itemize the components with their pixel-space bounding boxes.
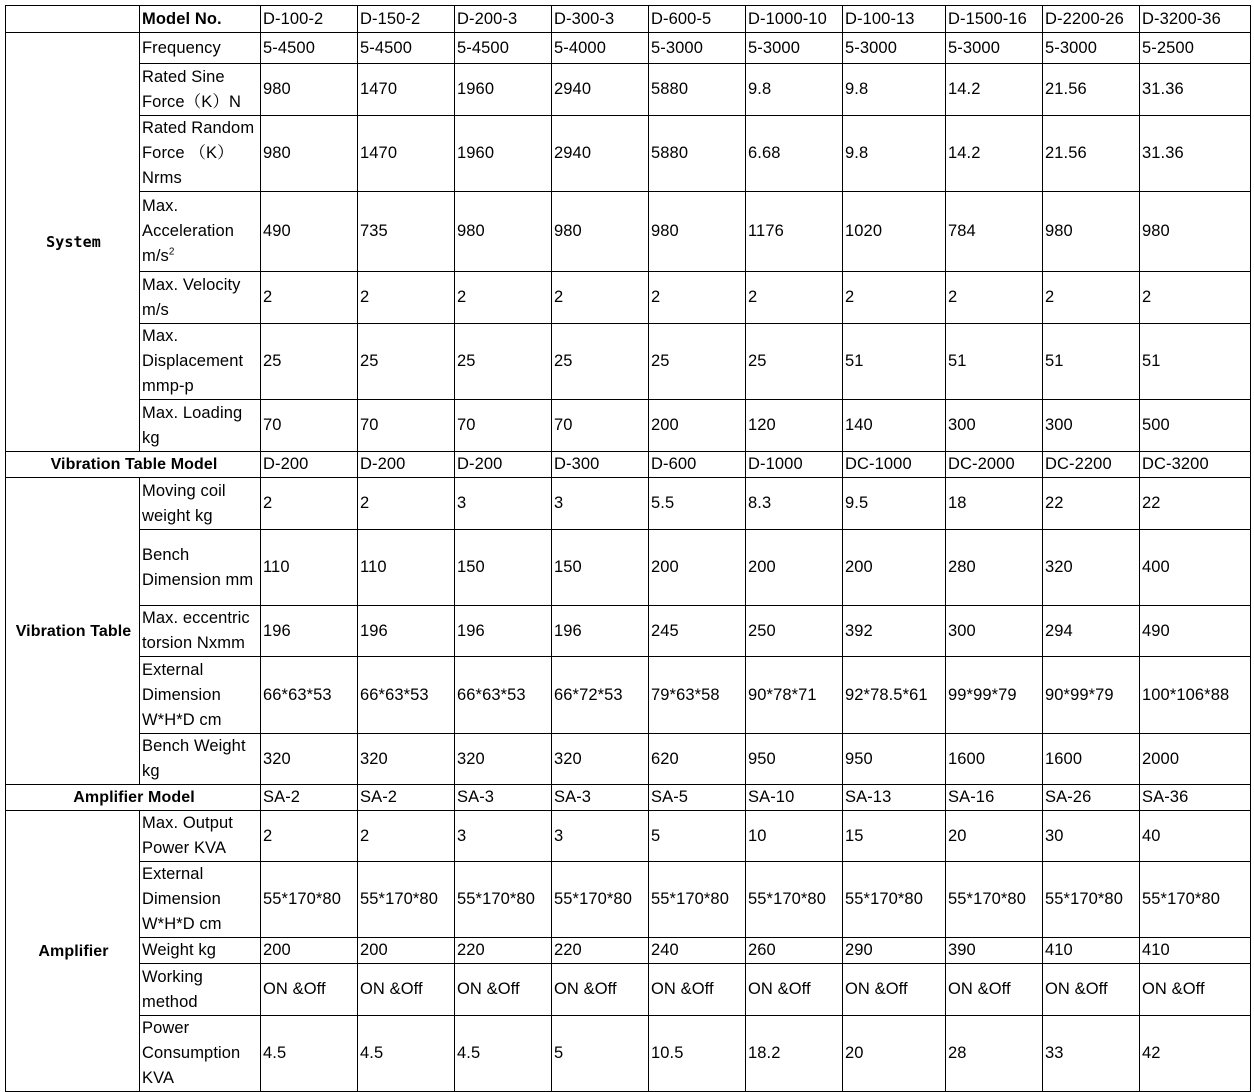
table-row — [6, 862, 1251, 938]
table-cell: 950 — [746, 734, 843, 785]
table-cell: 10.5 — [649, 1016, 746, 1092]
table-cell: 66*72*53 — [552, 657, 649, 734]
table-cell: 55*170*80 — [649, 862, 746, 938]
vibration-table-group-label: Vibration Table — [6, 478, 140, 785]
table-cell: DC-3200 — [1140, 452, 1251, 478]
table-cell: 784 — [946, 192, 1043, 272]
row-label: Max. eccentric torsion Nxmm — [140, 606, 261, 657]
table-cell: SA-3 — [455, 785, 552, 811]
table-cell: D-300 — [552, 452, 649, 478]
table-cell: 18.2 — [746, 1016, 843, 1092]
table-cell: DC-2000 — [946, 452, 1043, 478]
table-cell: 5880 — [649, 64, 746, 116]
row-label: External Dimension W*H*D cm — [140, 862, 261, 938]
table-cell: ON &Off — [358, 964, 455, 1016]
table-cell: 22 — [1140, 478, 1251, 530]
table-cell: 5-3000 — [1043, 33, 1140, 64]
table-cell: 2 — [552, 272, 649, 324]
amplifier-group-label: Amplifier — [6, 811, 140, 1092]
model-cell: D-1500-16 — [946, 6, 1043, 33]
table-cell: 10 — [746, 811, 843, 862]
table-cell: 15 — [843, 811, 946, 862]
row-label-text: Max. Acceleration m/s — [142, 197, 234, 265]
table-cell: 5-3000 — [746, 33, 843, 64]
table-cell: 70 — [552, 400, 649, 452]
table-cell: SA-13 — [843, 785, 946, 811]
row-label: Max. Output Power KVA — [140, 811, 261, 862]
table-cell: 280 — [946, 530, 1043, 606]
table-cell: 200 — [649, 400, 746, 452]
table-cell: 9.8 — [843, 64, 946, 116]
table-cell: 5-2500 — [1140, 33, 1251, 64]
table-row — [6, 1016, 1251, 1092]
table-cell: 9.8 — [843, 116, 946, 192]
table-cell: 196 — [358, 606, 455, 657]
table-cell: 300 — [946, 606, 1043, 657]
table-cell: 2 — [358, 478, 455, 530]
table-cell: ON &Off — [455, 964, 552, 1016]
table-cell: ON &Off — [746, 964, 843, 1016]
table-cell: ON &Off — [649, 964, 746, 1016]
table-cell: D-200 — [261, 452, 358, 478]
table-cell: 320 — [552, 734, 649, 785]
table-cell: 2 — [843, 272, 946, 324]
table-cell: 55*170*80 — [552, 862, 649, 938]
row-label: Working method — [140, 964, 261, 1016]
table-cell: 1470 — [358, 116, 455, 192]
table-cell: D-200 — [455, 452, 552, 478]
table-row — [6, 400, 1251, 452]
row-label: Bench Weight kg — [140, 734, 261, 785]
system-group-label: System — [6, 33, 140, 452]
table-cell: 66*63*53 — [358, 657, 455, 734]
table-cell: 5-4500 — [261, 33, 358, 64]
table-row — [6, 530, 1251, 606]
row-label: Rated Random Force （K） Nrms — [140, 116, 261, 192]
table-cell: 490 — [1140, 606, 1251, 657]
model-cell: D-2200-26 — [1043, 6, 1140, 33]
table-cell: 2 — [455, 272, 552, 324]
table-cell: 200 — [358, 938, 455, 964]
table-cell: D-1000 — [746, 452, 843, 478]
table-cell: 70 — [358, 400, 455, 452]
table-cell: 220 — [552, 938, 649, 964]
table-cell: 320 — [455, 734, 552, 785]
amplifier-model-label: Amplifier Model — [6, 785, 261, 811]
table-cell: 51 — [1140, 324, 1251, 400]
table-cell: 5880 — [649, 116, 746, 192]
table-cell: 9.5 — [843, 478, 946, 530]
table-cell: 300 — [1043, 400, 1140, 452]
table-cell: 14.2 — [946, 64, 1043, 116]
table-cell: 250 — [746, 606, 843, 657]
table-cell: 25 — [261, 324, 358, 400]
table-cell: 294 — [1043, 606, 1140, 657]
table-cell: 200 — [843, 530, 946, 606]
table-cell: 980 — [649, 192, 746, 272]
table-cell: 5-4500 — [358, 33, 455, 64]
row-label: Max. Velocity m/s — [140, 272, 261, 324]
table-cell: 92*78.5*61 — [843, 657, 946, 734]
table-cell: 25 — [552, 324, 649, 400]
row-label: Bench Dimension mm — [140, 530, 261, 606]
table-cell: 25 — [649, 324, 746, 400]
table-cell: ON &Off — [261, 964, 358, 1016]
table-cell: 70 — [455, 400, 552, 452]
table-cell: 2 — [261, 272, 358, 324]
table-cell: 390 — [946, 938, 1043, 964]
table-cell: 150 — [552, 530, 649, 606]
row-label: External Dimension W*H*D cm — [140, 657, 261, 734]
row-label: Weight kg — [140, 938, 261, 964]
table-cell: 2 — [358, 272, 455, 324]
table-cell: SA-26 — [1043, 785, 1140, 811]
table-row — [6, 324, 1251, 400]
table-cell: 290 — [843, 938, 946, 964]
table-cell: 25 — [746, 324, 843, 400]
table-cell: 2940 — [552, 116, 649, 192]
table-cell: 260 — [746, 938, 843, 964]
table-cell: 33 — [1043, 1016, 1140, 1092]
table-cell: 320 — [358, 734, 455, 785]
row-label: Frequency — [140, 33, 261, 64]
table-cell: 620 — [649, 734, 746, 785]
table-cell: 20 — [946, 811, 1043, 862]
row-label: Rated Sine Force（K）N — [140, 64, 261, 116]
table-cell: 980 — [261, 64, 358, 116]
table-cell: 2 — [261, 478, 358, 530]
table-cell: 110 — [358, 530, 455, 606]
table-cell: 40 — [1140, 811, 1251, 862]
table-cell: 90*78*71 — [746, 657, 843, 734]
table-cell: 980 — [261, 116, 358, 192]
table-cell: 4.5 — [358, 1016, 455, 1092]
table-row — [6, 33, 1251, 64]
table-cell: 8.3 — [746, 478, 843, 530]
table-cell: 200 — [261, 938, 358, 964]
model-cell: D-200-3 — [455, 6, 552, 33]
table-cell: 320 — [1043, 530, 1140, 606]
table-cell: 18 — [946, 478, 1043, 530]
table-cell: 55*170*80 — [1140, 862, 1251, 938]
table-cell: 55*170*80 — [455, 862, 552, 938]
table-cell: 196 — [552, 606, 649, 657]
model-cell: D-600-5 — [649, 6, 746, 33]
table-cell: ON &Off — [843, 964, 946, 1016]
table-row — [6, 116, 1251, 192]
table-cell: 500 — [1140, 400, 1251, 452]
table-cell: DC-2200 — [1043, 452, 1140, 478]
table-cell: 196 — [261, 606, 358, 657]
table-cell: 55*170*80 — [358, 862, 455, 938]
table-cell: 1960 — [455, 116, 552, 192]
table-cell: 28 — [946, 1016, 1043, 1092]
model-cell: D-3200-36 — [1140, 6, 1251, 33]
table-cell: 2 — [261, 811, 358, 862]
table-cell: ON &Off — [946, 964, 1043, 1016]
table-row — [6, 657, 1251, 734]
table-cell: 735 — [358, 192, 455, 272]
table-cell: 31.36 — [1140, 116, 1251, 192]
table-cell: SA-5 — [649, 785, 746, 811]
table-cell: 5 — [649, 811, 746, 862]
table-cell: 25 — [358, 324, 455, 400]
table-cell: 140 — [843, 400, 946, 452]
table-cell: 980 — [1140, 192, 1251, 272]
table-cell: 31.36 — [1140, 64, 1251, 116]
model-cell: D-300-3 — [552, 6, 649, 33]
unit-superscript: 2 — [168, 246, 175, 258]
table-cell: 51 — [1043, 324, 1140, 400]
table-cell: 22 — [1043, 478, 1140, 530]
table-cell: SA-2 — [358, 785, 455, 811]
table-cell: 9.8 — [746, 64, 843, 116]
model-no-label: Model No. — [140, 6, 261, 33]
table-cell: ON &Off — [552, 964, 649, 1016]
row-label: Max. Loading kg — [140, 400, 261, 452]
table-cell: 100*106*88 — [1140, 657, 1251, 734]
table-cell: 410 — [1140, 938, 1251, 964]
table-cell: 51 — [843, 324, 946, 400]
model-cell: D-150-2 — [358, 6, 455, 33]
table-cell: 5-3000 — [946, 33, 1043, 64]
table-cell: 1176 — [746, 192, 843, 272]
table-cell: 410 — [1043, 938, 1140, 964]
table-cell: 14.2 — [946, 116, 1043, 192]
corner-cell — [6, 6, 140, 33]
table-cell: 245 — [649, 606, 746, 657]
table-cell: SA-10 — [746, 785, 843, 811]
table-cell: 5-4500 — [455, 33, 552, 64]
table-cell: 110 — [261, 530, 358, 606]
table-cell: 300 — [946, 400, 1043, 452]
table-cell: D-600 — [649, 452, 746, 478]
section-row — [6, 452, 1251, 478]
table-cell: 200 — [746, 530, 843, 606]
spec-table — [5, 5, 1251, 1092]
table-cell: 5 — [552, 1016, 649, 1092]
table-cell: 5-3000 — [649, 33, 746, 64]
table-cell: 30 — [1043, 811, 1140, 862]
table-cell: 55*170*80 — [261, 862, 358, 938]
table-cell: 51 — [946, 324, 1043, 400]
table-cell: 980 — [552, 192, 649, 272]
row-label: Moving coil weight kg — [140, 478, 261, 530]
table-cell: ON &Off — [1140, 964, 1251, 1016]
table-cell: 5-3000 — [843, 33, 946, 64]
table-cell: 2940 — [552, 64, 649, 116]
table-cell: 220 — [455, 938, 552, 964]
table-cell: 400 — [1140, 530, 1251, 606]
table-cell: 2 — [649, 272, 746, 324]
table-cell: 3 — [552, 811, 649, 862]
row-label: Max. Displacement mmp-p — [140, 324, 261, 400]
row-label — [140, 192, 261, 272]
table-cell: 196 — [455, 606, 552, 657]
table-cell: 66*63*53 — [455, 657, 552, 734]
table-row — [6, 734, 1251, 785]
table-cell: 6.68 — [746, 116, 843, 192]
model-cell: D-1000-10 — [746, 6, 843, 33]
table-cell: 3 — [455, 478, 552, 530]
table-cell: 240 — [649, 938, 746, 964]
row-label: Power Consumption KVA — [140, 1016, 261, 1092]
table-cell: SA-36 — [1140, 785, 1251, 811]
table-row — [6, 811, 1251, 862]
table-cell: 1470 — [358, 64, 455, 116]
table-cell: D-200 — [358, 452, 455, 478]
table-row — [6, 478, 1251, 530]
header-row — [6, 6, 1251, 33]
table-cell: 79*63*58 — [649, 657, 746, 734]
table-row — [6, 272, 1251, 324]
table-row — [6, 938, 1251, 964]
table-cell: 3 — [455, 811, 552, 862]
table-cell: 55*170*80 — [1043, 862, 1140, 938]
table-cell: ON &Off — [1043, 964, 1140, 1016]
table-cell: 2000 — [1140, 734, 1251, 785]
table-cell: 5.5 — [649, 478, 746, 530]
vibration-table-model-label: Vibration Table Model — [6, 452, 261, 478]
table-cell: 66*63*53 — [261, 657, 358, 734]
table-cell: 320 — [261, 734, 358, 785]
table-cell: 980 — [1043, 192, 1140, 272]
table-cell: 200 — [649, 530, 746, 606]
table-cell: 55*170*80 — [843, 862, 946, 938]
table-cell: DC-1000 — [843, 452, 946, 478]
model-cell: D-100-2 — [261, 6, 358, 33]
model-cell: D-100-13 — [843, 6, 946, 33]
table-cell: 1600 — [946, 734, 1043, 785]
table-cell: 20 — [843, 1016, 946, 1092]
table-cell: SA-16 — [946, 785, 1043, 811]
table-cell: 2 — [1140, 272, 1251, 324]
table-cell: 5-4000 — [552, 33, 649, 64]
table-cell: 42 — [1140, 1016, 1251, 1092]
section-row — [6, 785, 1251, 811]
table-cell: 70 — [261, 400, 358, 452]
table-cell: 55*170*80 — [946, 862, 1043, 938]
table-cell: 392 — [843, 606, 946, 657]
table-cell: 950 — [843, 734, 946, 785]
table-cell: 150 — [455, 530, 552, 606]
table-cell: 3 — [552, 478, 649, 530]
table-cell: 490 — [261, 192, 358, 272]
table-cell: 2 — [358, 811, 455, 862]
table-cell: 90*99*79 — [1043, 657, 1140, 734]
table-cell: 2 — [1043, 272, 1140, 324]
table-cell: 21.56 — [1043, 116, 1140, 192]
table-cell: 55*170*80 — [746, 862, 843, 938]
table-cell: 1020 — [843, 192, 946, 272]
table-cell: 2 — [746, 272, 843, 324]
table-row — [6, 192, 1251, 272]
table-cell: 120 — [746, 400, 843, 452]
table-cell: 1960 — [455, 64, 552, 116]
table-row — [6, 64, 1251, 116]
table-cell: SA-3 — [552, 785, 649, 811]
table-cell: SA-2 — [261, 785, 358, 811]
table-cell: 21.56 — [1043, 64, 1140, 116]
table-row — [6, 964, 1251, 1016]
table-cell: 25 — [455, 324, 552, 400]
table-cell: 2 — [946, 272, 1043, 324]
table-cell: 99*99*79 — [946, 657, 1043, 734]
spec-table-body — [6, 6, 1251, 1092]
table-row — [6, 606, 1251, 657]
table-cell: 980 — [455, 192, 552, 272]
table-cell: 4.5 — [455, 1016, 552, 1092]
table-cell: 4.5 — [261, 1016, 358, 1092]
table-cell: 1600 — [1043, 734, 1140, 785]
